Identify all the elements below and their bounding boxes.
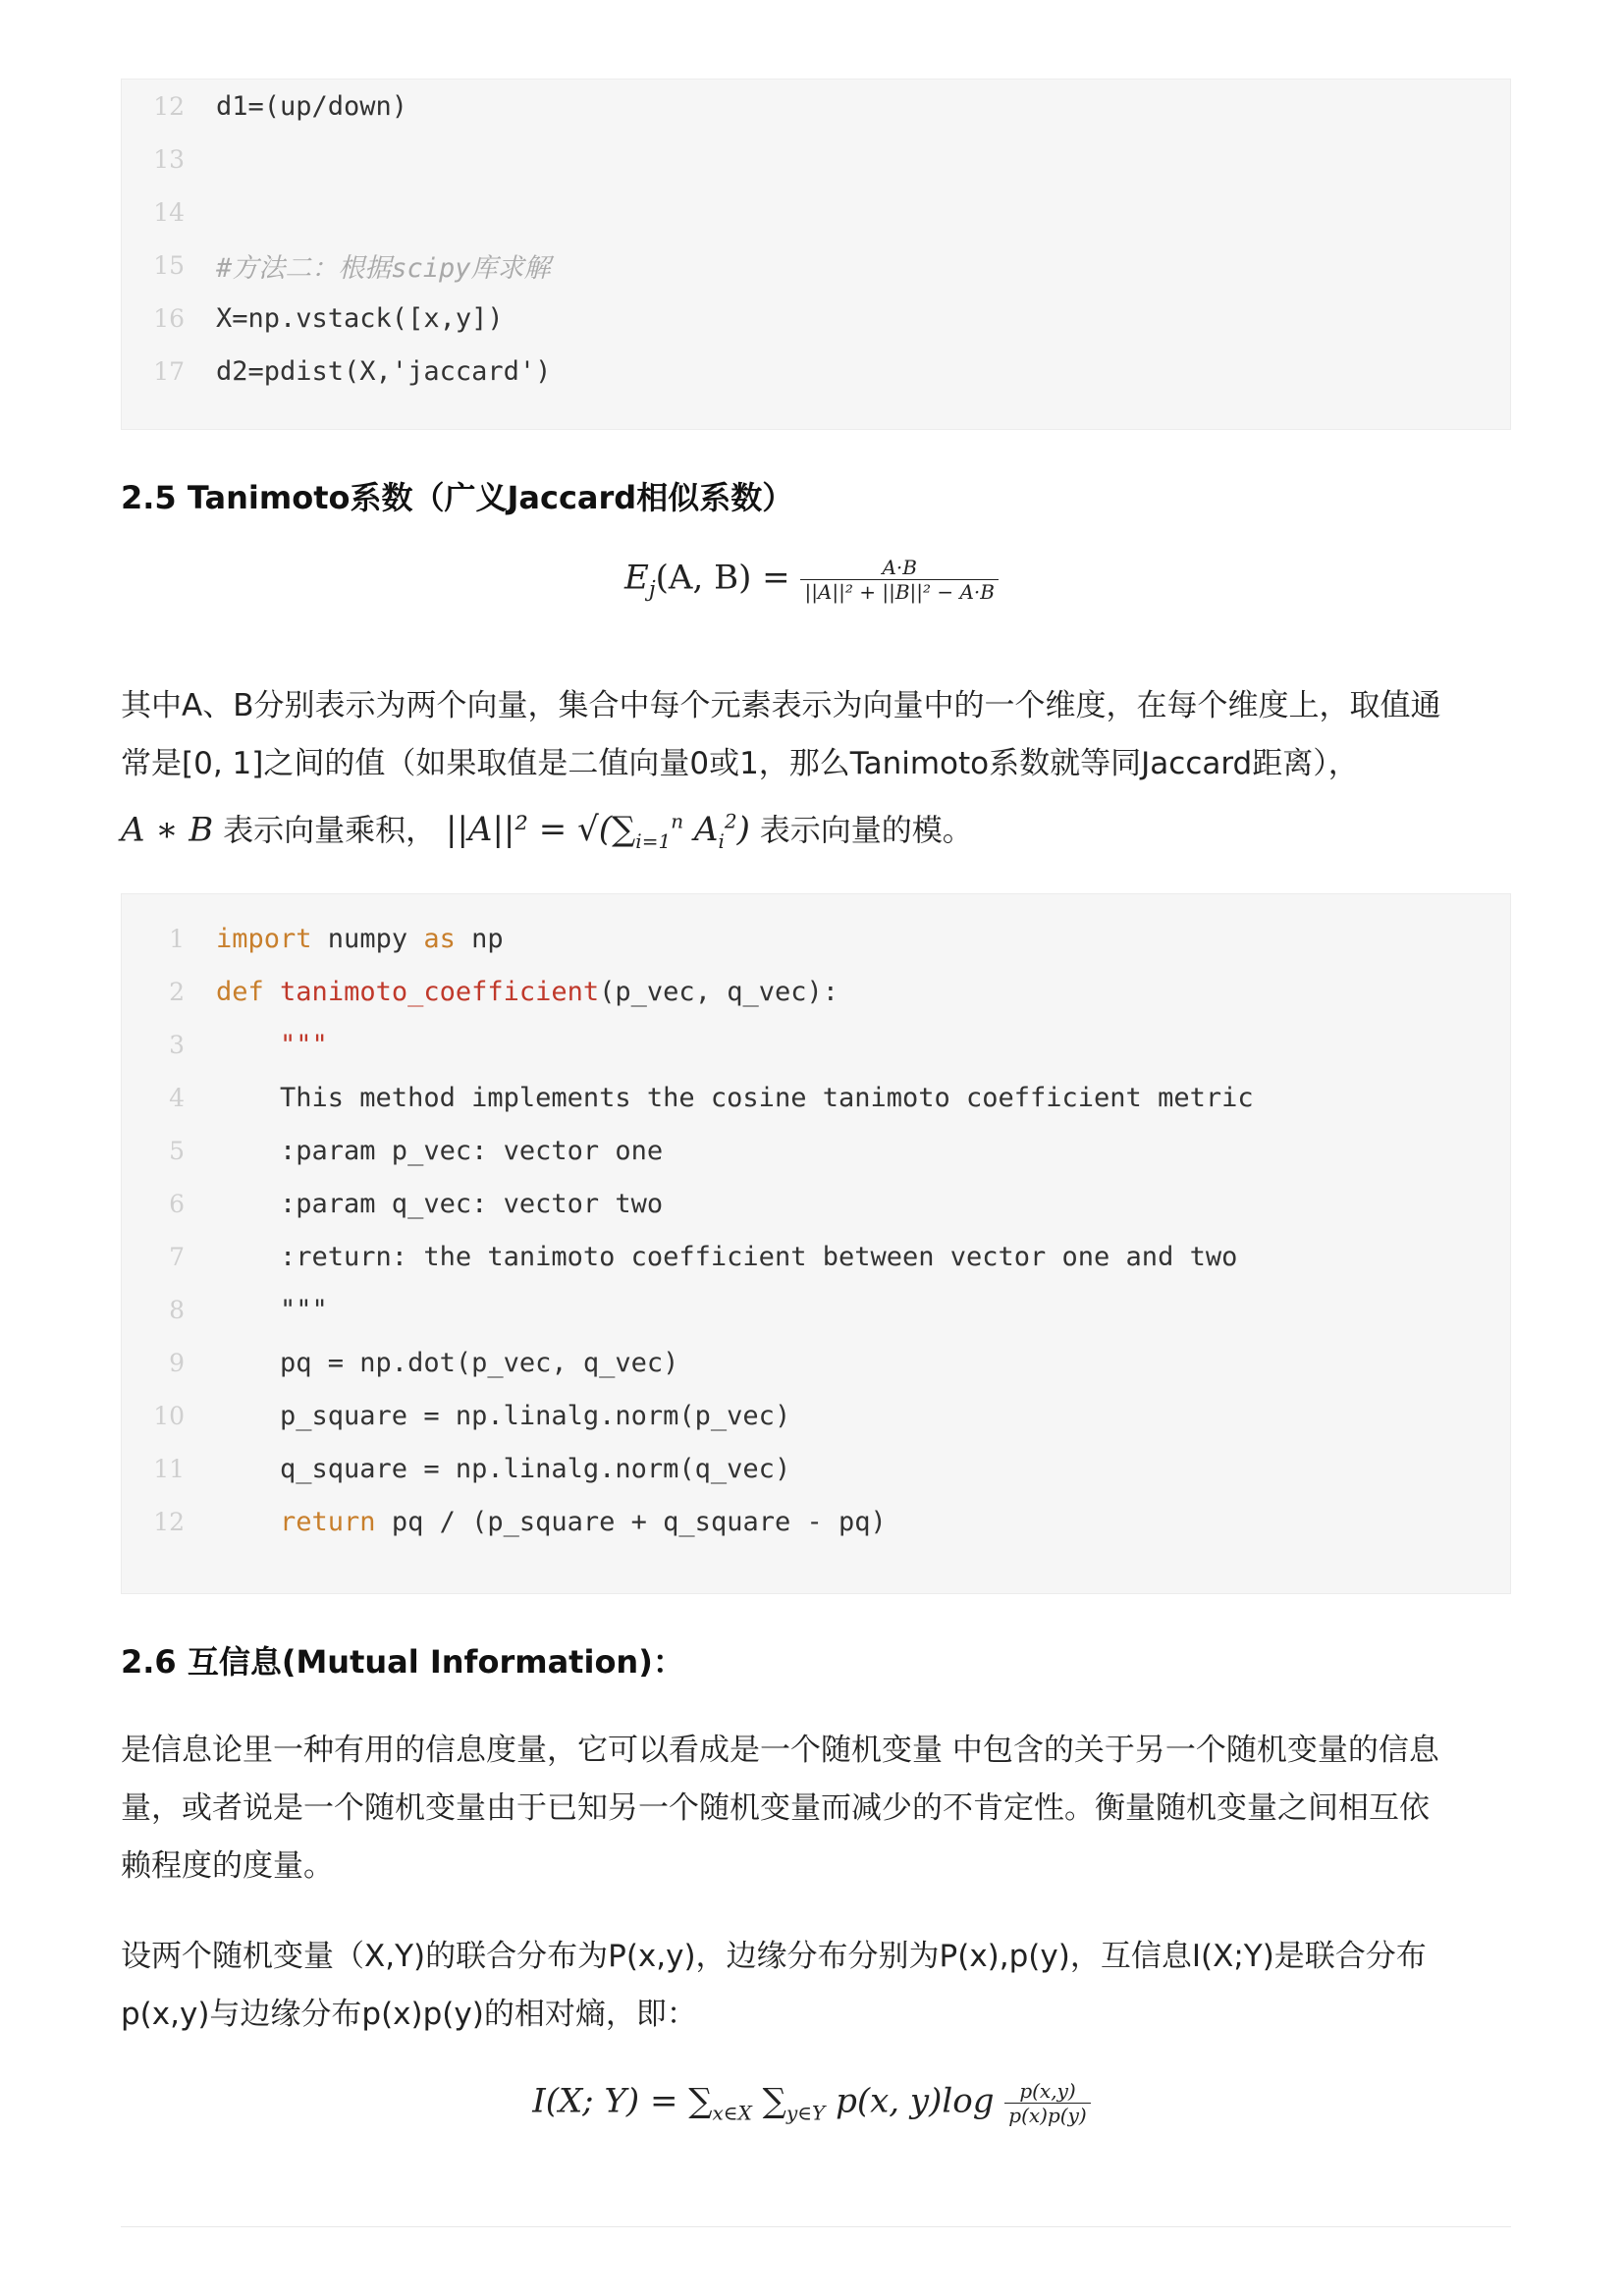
line-number: 10 [153, 1401, 185, 1430]
code-text: #方法二：根据scipy库求解 [216, 252, 551, 284]
code-text [216, 1030, 328, 1060]
code-line [122, 1442, 1510, 1495]
code-token [216, 1030, 280, 1060]
code-text [216, 1401, 790, 1431]
mutual-information-formula: I(X; $Y) = \sum_{x\in X}$ $\sum_{y\in Y}$ p(x, y)log $\frac{p(x,y)}{p(x)p(y)}$ [0, 2079, 1623, 2127]
code-token: p_square = np.linalg.norm(p_vec) [216, 1400, 791, 1431]
line-number: 17 [153, 356, 185, 386]
code-token: :return: the tanimoto coefficient between vector one and two [216, 1241, 1238, 1272]
code-token: (p_vec, q_vec): [599, 976, 839, 1007]
section-heading-mutual-information: 2.6 互信息(Mutual Information)： [121, 1643, 684, 1681]
code-token: :param q_vec: vector two [216, 1188, 664, 1219]
code-token: :param p_vec: vector one [216, 1135, 664, 1166]
line-number: 3 [169, 1030, 185, 1059]
code-line [122, 1071, 1510, 1124]
code-token: numpy [311, 923, 424, 954]
tanimoto-formula: $E_j(A$, B) = $\frac{A\cdot B}{\text{||A||² + ||B||² − A·B}}$ [0, 556, 1623, 604]
code-token: return [280, 1506, 376, 1537]
code-text: X=np.vstack([x,y]) [216, 302, 504, 334]
code-token [264, 977, 280, 1007]
line-number: 4 [169, 1083, 185, 1112]
code-text: d2=pdist(X,'jaccard') [216, 355, 552, 387]
code-token: def [216, 976, 264, 1007]
code-line [122, 1336, 1510, 1389]
line-number: 8 [169, 1295, 185, 1324]
line-number: 5 [169, 1136, 185, 1165]
code-line [122, 133, 1510, 186]
line-number: 7 [169, 1242, 185, 1271]
code-text [216, 1295, 328, 1325]
mutual-information-definition: 设两个随机变量（X,Y)的联合分布为P(x,y)，边缘分布分别为P(x),p(y)，互信息I(X;Y)是联合分布 p(x,y)与边缘分布p(x)p(y)的相对熵，即： [121, 1939, 1427, 2032]
code-token: """ [216, 1294, 328, 1325]
code-line [122, 345, 1510, 398]
line-number: 13 [153, 144, 185, 174]
code-token [216, 1507, 280, 1537]
code-text [216, 1136, 663, 1166]
line-number: 2 [169, 977, 185, 1006]
code-token: """ [280, 1029, 328, 1060]
code-text [216, 1507, 887, 1537]
code-line [122, 1177, 1510, 1230]
line-number: 12 [153, 91, 185, 121]
code-token: np [455, 923, 504, 954]
code-token: import [216, 923, 312, 954]
line-number: 14 [153, 197, 185, 227]
code-line [122, 912, 1510, 965]
code-text [216, 1083, 1254, 1113]
code-token: pq / (p_square + q_square - pq) [375, 1506, 887, 1537]
code-line [122, 186, 1510, 239]
code-line [122, 1283, 1510, 1336]
divider [121, 2226, 1511, 2227]
line-number: 12 [153, 1507, 185, 1536]
code-line [122, 1018, 1510, 1071]
code-text: d1=(up/down) [216, 90, 408, 122]
code-text [216, 1242, 1237, 1272]
code-text [216, 1348, 678, 1378]
mutual-information-description: 是信息论里一种有用的信息度量，它可以看成是一个随机变量 中包含的关于另一个随机变量的信息 量，或者说是一个随机变量由于已知另一个随机变量而减少的不肯定性。衡量随机变量之间相互依 赖程度的度量。 [121, 1733, 1439, 1884]
code-token: pq = np.dot(p_vec, q_vec) [216, 1347, 679, 1378]
code-line [122, 1389, 1510, 1442]
line-number: 11 [153, 1454, 185, 1483]
code-line [122, 292, 1510, 345]
tanimoto-description: 其中A、B分别表示为两个向量，集合中每个元素表示为向量中的一个维度，在每个维度上，取值通 常是[0, 1]之间的值（如果取值是二值向量0或1，那么Tanimoto系数就等同Jaccard距离）， A ∗ B 表示向量乘积， $||A||^2 = √(\sum_{i=1}^n$ $A_i^2$) 表示向量的模。 [121, 688, 1441, 854]
code-text [216, 924, 504, 954]
code-text [216, 1454, 790, 1484]
code-token: This method implements the cosine tanimoto coefficient metric [216, 1082, 1254, 1113]
code-line [122, 1124, 1510, 1177]
line-number: 1 [169, 924, 185, 953]
code-block-tanimoto [121, 893, 1511, 1594]
code-token: q_square = np.linalg.norm(q_vec) [216, 1453, 791, 1484]
code-line [122, 80, 1510, 133]
code-line [122, 965, 1510, 1018]
code-block-jaccard [121, 79, 1511, 430]
line-number: 9 [169, 1348, 185, 1377]
code-line [122, 239, 1510, 292]
code-token: as [423, 923, 456, 954]
code-text [216, 977, 839, 1007]
line-number: 16 [153, 303, 185, 333]
code-line [122, 1230, 1510, 1283]
section-heading-tanimoto: 2.5 Tanimoto系数（广义Jaccard相似系数） [121, 479, 794, 516]
line-number: 6 [169, 1189, 185, 1218]
line-number: 15 [153, 250, 185, 280]
code-token: tanimoto_coefficient [280, 976, 600, 1007]
code-text [216, 1189, 663, 1219]
code-line [122, 1495, 1510, 1548]
